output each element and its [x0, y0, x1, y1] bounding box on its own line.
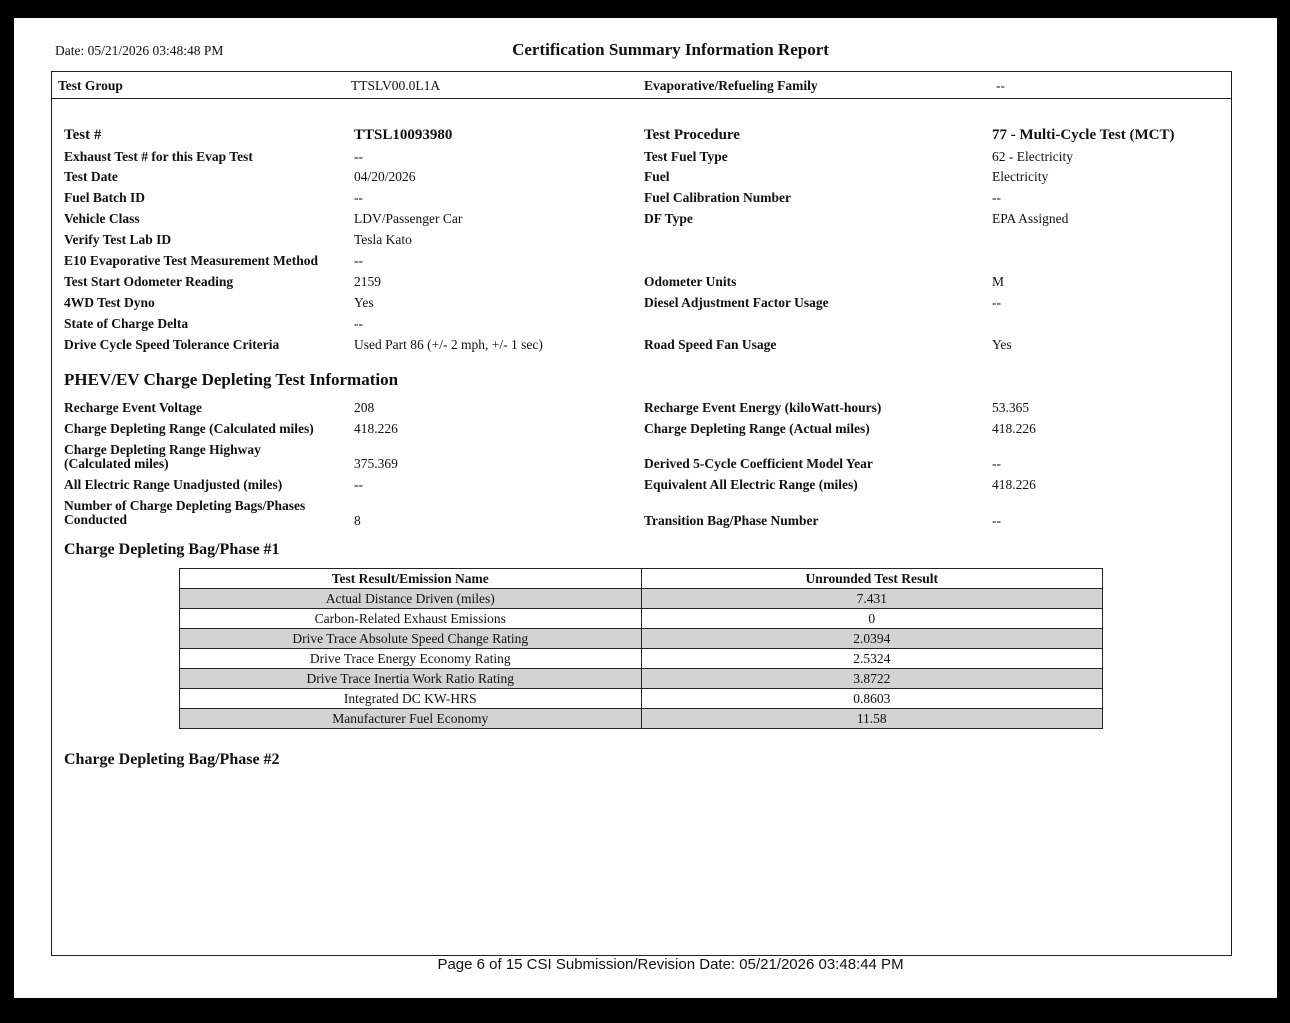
bag1-results-table — [179, 568, 1103, 729]
field-value: EPA Assigned — [992, 211, 1069, 226]
result-value: 2.0394 — [641, 629, 1103, 649]
test-procedure-value: 77 - Multi-Cycle Test (MCT) — [992, 127, 1175, 143]
field-label: Test Date — [64, 169, 118, 184]
field-value: -- — [354, 149, 363, 164]
field-label: State of Charge Delta — [64, 316, 189, 331]
phev-value: -- — [992, 513, 1001, 528]
field-value: Yes — [992, 337, 1012, 352]
test-procedure-label: Test Procedure — [644, 127, 740, 143]
test-group-row — [52, 72, 1231, 99]
field-label: Odometer Units — [644, 274, 737, 289]
field-label: Road Speed Fan Usage — [644, 337, 777, 352]
field-label: Verify Test Lab ID — [64, 232, 172, 247]
phev-label: Transition Bag/Phase Number — [644, 513, 819, 528]
phev-value: 53.365 — [992, 400, 1030, 415]
bag1-title: Charge Depleting Bag/Phase #1 — [64, 541, 280, 558]
test-group-value: TTSLV00.0L1A — [351, 78, 441, 93]
phev-label-line: Charge Depleting Range Highway — [64, 442, 261, 457]
report-page — [14, 18, 1277, 998]
table-row — [180, 629, 1103, 649]
phev-value: 418.226 — [354, 421, 398, 436]
field-value: -- — [354, 253, 363, 268]
result-name: Drive Trace Absolute Speed Change Rating — [180, 629, 642, 649]
result-name: Integrated DC KW-HRS — [180, 689, 642, 709]
result-value: 0.8603 — [641, 689, 1103, 709]
field-value: 04/20/2026 — [354, 169, 416, 184]
phev-label: Derived 5-Cycle Coefficient Model Year — [644, 456, 873, 471]
field-label: Test Fuel Type — [644, 149, 728, 164]
phev-label-line: (Calculated miles) — [64, 456, 169, 471]
table-row — [180, 609, 1103, 629]
phev-label-multiline — [64, 443, 261, 471]
report-date: Date: 05/21/2026 03:48:48 PM — [55, 43, 224, 58]
field-value: -- — [354, 316, 363, 331]
test-number-value: TTSL10093980 — [354, 127, 453, 143]
phev-value: 8 — [354, 513, 361, 528]
field-value: Yes — [354, 295, 374, 310]
table-row — [180, 589, 1103, 609]
field-value: 62 - Electricity — [992, 149, 1073, 164]
phev-value: 418.226 — [992, 421, 1036, 436]
phev-label-multiline — [64, 499, 305, 527]
phev-section-title: PHEV/EV Charge Depleting Test Information — [64, 370, 399, 389]
table-row — [180, 689, 1103, 709]
field-value: -- — [354, 190, 363, 205]
field-label: Test Start Odometer Reading — [64, 274, 234, 289]
report-frame — [51, 71, 1232, 956]
phev-label: Equivalent All Electric Range (miles) — [644, 477, 858, 492]
table-row — [180, 709, 1103, 729]
result-value: 11.58 — [641, 709, 1103, 729]
test-number-label: Test # — [64, 127, 102, 143]
result-name: Drive Trace Energy Economy Rating — [180, 649, 642, 669]
phev-value: 418.226 — [992, 477, 1036, 492]
result-value: 3.8722 — [641, 669, 1103, 689]
field-value: Used Part 86 (+/- 2 mph, +/- 1 sec) — [354, 337, 543, 352]
bag2-title: Charge Depleting Bag/Phase #2 — [64, 751, 280, 768]
phev-label: All Electric Range Unadjusted (miles) — [64, 477, 283, 492]
field-label: Diesel Adjustment Factor Usage — [644, 295, 829, 310]
evap-family-value: -- — [996, 78, 1005, 93]
field-value: -- — [992, 295, 1001, 310]
phev-value: -- — [992, 456, 1001, 471]
result-value: 0 — [641, 609, 1103, 629]
field-value: -- — [992, 190, 1001, 205]
table-row — [180, 649, 1103, 669]
field-value: LDV/Passenger Car — [354, 211, 463, 226]
field-label: Fuel — [644, 169, 670, 184]
field-value: Electricity — [992, 169, 1049, 184]
field-label: 4WD Test Dyno — [64, 295, 155, 310]
table-header-row — [180, 569, 1103, 589]
field-value: Tesla Kato — [354, 232, 412, 247]
column-header: Test Result/Emission Name — [180, 569, 642, 589]
page-footer: Page 6 of 15 CSI Submission/Revision Date: 05/21/2026 03:48:44 PM — [437, 956, 904, 973]
field-label: E10 Evaporative Test Measurement Method — [64, 253, 318, 268]
result-name: Drive Trace Inertia Work Ratio Rating — [180, 669, 642, 689]
field-label: Fuel Batch ID — [64, 190, 145, 205]
phev-label: Charge Depleting Range (Calculated miles) — [64, 421, 314, 436]
result-name: Carbon-Related Exhaust Emissions — [180, 609, 642, 629]
field-label: Fuel Calibration Number — [644, 190, 791, 205]
report-title: Certification Summary Information Report — [512, 40, 829, 59]
field-label: Drive Cycle Speed Tolerance Criteria — [64, 337, 280, 352]
evap-family-label: Evaporative/Refueling Family — [644, 78, 818, 93]
phev-value: 208 — [354, 400, 375, 415]
column-header: Unrounded Test Result — [641, 569, 1103, 589]
field-value: 2159 — [354, 274, 381, 289]
phev-value: 375.369 — [354, 456, 398, 471]
table-row — [180, 669, 1103, 689]
phev-label: Recharge Event Voltage — [64, 400, 202, 415]
result-name: Actual Distance Driven (miles) — [180, 589, 642, 609]
field-label: Exhaust Test # for this Evap Test — [64, 149, 253, 164]
phev-label: Charge Depleting Range (Actual miles) — [644, 421, 870, 436]
phev-value: -- — [354, 477, 363, 492]
field-label: DF Type — [644, 211, 693, 226]
test-group-label: Test Group — [58, 78, 123, 93]
phev-label-line: Number of Charge Depleting Bags/Phases — [64, 498, 306, 513]
result-value: 2.5324 — [641, 649, 1103, 669]
phev-label: Recharge Event Energy (kiloWatt-hours) — [644, 400, 882, 415]
phev-label-line: Conducted — [64, 512, 128, 527]
result-value: 7.431 — [641, 589, 1103, 609]
result-name: Manufacturer Fuel Economy — [180, 709, 642, 729]
field-value: M — [992, 274, 1005, 289]
field-label: Vehicle Class — [64, 211, 140, 226]
